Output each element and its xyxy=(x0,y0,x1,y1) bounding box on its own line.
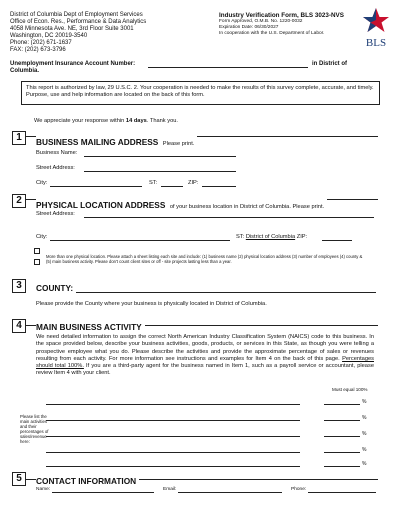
section-3-title: COUNTY: xyxy=(36,283,74,293)
activity-line[interactable] xyxy=(46,420,300,421)
section-3-hint: Please provide the County where your business is physically located in District of Columbia. xyxy=(36,301,267,307)
section-4-body-2: If you are a third-party agent for the business named in Item 1, such as a payroll service or accountant, please review Item 4 with your client. xyxy=(36,363,374,377)
street-field[interactable] xyxy=(84,171,236,172)
form-meta-line: Expiration Date: 06/30/2027 xyxy=(219,25,279,30)
account-suffix: in District of xyxy=(312,61,348,67)
activity-line[interactable] xyxy=(46,466,300,467)
address-line: Office of Econ. Res., Performance & Data Analytics xyxy=(10,19,147,25)
st-label: ST: xyxy=(149,180,158,186)
multiple-locations-checkbox-2[interactable] xyxy=(34,259,40,265)
zip-field[interactable] xyxy=(202,186,236,187)
address-line: Phone: (202) 671-1637 xyxy=(10,40,72,46)
account-suffix-2: Columbia. xyxy=(10,68,40,74)
logo-text: BLS xyxy=(365,37,387,49)
activity-pct-field[interactable] xyxy=(324,452,360,453)
section-2-hint: of your business location in District of Columbia. Please print. xyxy=(169,204,325,210)
physical-st-text: ST: xyxy=(236,234,245,240)
activity-pct-field[interactable] xyxy=(324,420,360,421)
physical-st-label xyxy=(236,234,307,241)
appreciation-suffix: . Thank you. xyxy=(146,118,178,124)
section-1-number: 1 xyxy=(12,131,26,145)
physical-zip-field[interactable] xyxy=(322,240,352,241)
section-4-number: 4 xyxy=(12,319,26,333)
section-2-title: PHYSICAL LOCATION ADDRESS xyxy=(36,200,166,210)
section-5-number: 5 xyxy=(12,472,26,486)
section-1-hint: Please print. xyxy=(162,141,195,147)
activity-line[interactable] xyxy=(46,404,300,405)
activity-pct-field[interactable] xyxy=(324,404,360,405)
address-line: 4058 Minnesota Ave. NE, 3rd Floor Suite 3001 xyxy=(10,26,134,32)
section-2-number: 2 xyxy=(12,194,26,208)
must-equal-label: Must equal 100% xyxy=(332,387,368,392)
zip-label: ZIP: xyxy=(188,180,199,186)
physical-city-field[interactable] xyxy=(50,240,230,241)
physical-street-label: Street Address: xyxy=(36,211,75,217)
section-4-title: MAIN BUSINESS ACTIVITY xyxy=(36,322,145,332)
city-label: City: xyxy=(36,180,48,186)
percent-sign: % xyxy=(362,431,367,437)
street-label: Street Address: xyxy=(36,165,75,171)
county-field[interactable] xyxy=(76,292,376,293)
address-line: FAX: (202) 673-3796 xyxy=(10,47,66,53)
contact-email-field[interactable] xyxy=(178,492,282,493)
address-line: District of Columbia Dept of Employment Services xyxy=(10,12,143,18)
account-label: Unemployment Insurance Account Number: xyxy=(10,61,136,67)
activity-line[interactable] xyxy=(46,452,300,453)
section-1-title: BUSINESS MAILING ADDRESS xyxy=(36,137,159,147)
business-name-field[interactable] xyxy=(84,156,236,157)
activity-line[interactable] xyxy=(46,436,300,437)
form-title: Industry Verification Form, BLS 3023-NVS xyxy=(219,12,344,19)
appreciation-prefix: We appreciate your response within xyxy=(34,118,125,124)
authorization-notice xyxy=(21,81,380,105)
section-3-number: 3 xyxy=(12,279,26,293)
multiple-locations-text: More than one physical location. Please attach a sheet listing each site and include: (1) business name (2) physical location address (3) number of employees (4) county & (5) main business activity. Please don't count client sites or off - site projects lasting less than a year. xyxy=(46,254,363,264)
st-field[interactable] xyxy=(161,186,183,187)
account-number-field[interactable] xyxy=(148,67,308,68)
business-name-label: Business Name: xyxy=(36,150,78,156)
address-line: Washington, DC 20019-3540 xyxy=(10,33,88,39)
notice-text: This report is authorized by law, 29 U.S.C. 2. Your cooperation is needed to make the results of this survey complete, accurate, and timely. Purpose, use and help information are located on the back of this form. xyxy=(26,85,374,98)
section-5-title: CONTACT INFORMATION xyxy=(36,476,139,486)
appreciation-days: 14 days xyxy=(125,118,147,124)
contact-phone-field[interactable] xyxy=(308,492,376,493)
activity-pct-field[interactable] xyxy=(324,466,360,467)
form-info xyxy=(219,12,359,37)
activity-pct-field[interactable] xyxy=(324,436,360,437)
form-meta-line: Form Approved, O.M.B. No. 1220-0032 xyxy=(219,19,303,24)
contact-email-label: Email: xyxy=(163,487,177,492)
contact-name-label: Name: xyxy=(36,487,51,492)
form-meta-line: In cooperation with the U.S. Department of Labor. xyxy=(219,31,325,36)
section-4-body-1: We need detailed information to assign the correct North American Industry Classification System (NAICS) code to this business. In the space provided below, describe your business activities, goods, products, or services in this State, as though you were telling a prospective employee what you do. Please describe the activities and provide the approximate percentage of sales or revenues resulting from each activity. For more information see instructions and examples for Item 4 on the back of this page. xyxy=(36,334,374,362)
agency-address xyxy=(10,12,210,54)
percent-sign: % xyxy=(362,447,367,453)
star-icon xyxy=(358,6,394,34)
physical-zip-text: ZIP: xyxy=(296,234,308,240)
contact-name-field[interactable] xyxy=(52,492,154,493)
physical-city-label: City: xyxy=(36,234,48,240)
multiple-locations-checkbox[interactable] xyxy=(34,248,40,254)
section-4-body xyxy=(36,334,374,378)
section-4-underline: Percentages should total 100%. xyxy=(36,355,374,370)
city-field[interactable] xyxy=(50,186,142,187)
percent-sign: % xyxy=(362,399,367,405)
appreciation-text xyxy=(34,118,178,125)
section-2-header xyxy=(36,195,327,213)
percent-sign: % xyxy=(362,461,367,467)
section-1-header xyxy=(36,132,197,150)
bls-logo xyxy=(358,6,394,49)
contact-phone-label: Phone: xyxy=(291,487,307,492)
activity-side-label: Please list the main activities and their percentages of sales/revenue here: xyxy=(20,414,49,444)
physical-st-value: District of Columbia xyxy=(245,234,296,240)
percent-sign: % xyxy=(362,415,367,421)
physical-street-field[interactable] xyxy=(84,217,374,218)
